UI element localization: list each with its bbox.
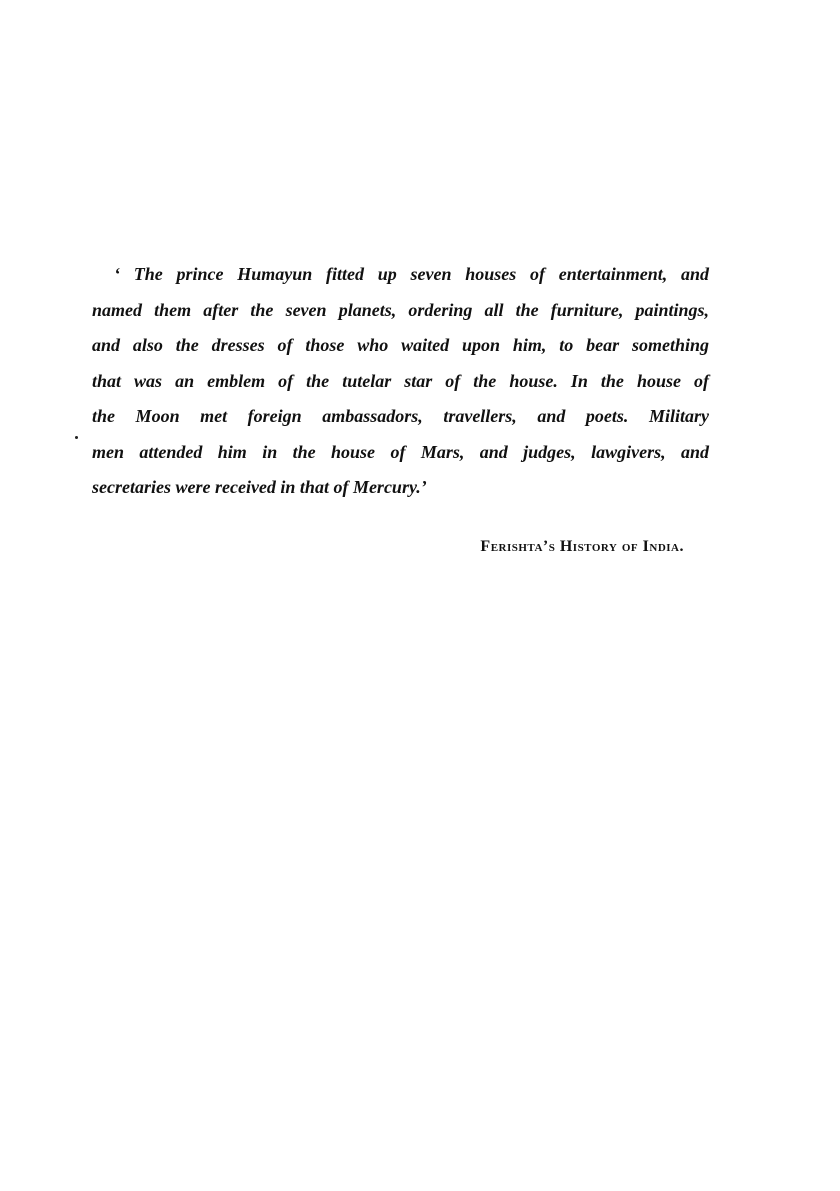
epigraph-line: named them after the seven planets, ordering all the furniture, paintings, xyxy=(92,299,709,320)
epigraph-line: ‘ The prince Humayun fitted up seven houses of entertainment, and xyxy=(114,264,709,284)
epigraph-quote xyxy=(92,257,709,506)
epigraph-line: men attended him in the house of Mars, and judges, lawgivers, and xyxy=(92,441,709,462)
epigraph-attribution: Ferishta’s History of India. xyxy=(480,538,684,555)
margin-mark xyxy=(75,436,78,439)
epigraph-line: the Moon met foreign ambassadors, travellers, and poets. Military xyxy=(92,406,709,426)
epigraph-line: secretaries were received in that of Mercury.’ xyxy=(92,477,427,497)
epigraph-line: and also the dresses of those who waited upon him, to bear something xyxy=(92,335,709,355)
epigraph-line: that was an emblem of the tutelar star of the house. In the house of xyxy=(92,370,709,391)
